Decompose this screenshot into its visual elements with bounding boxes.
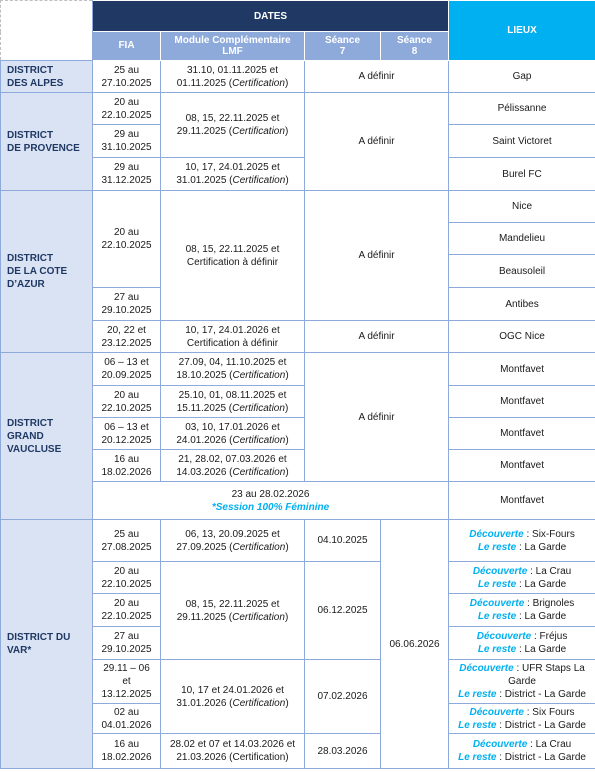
var-module-4: 28.02 et 07 et 14.03.2026 et 21.03.2026 (Certification) — [161, 734, 305, 769]
corner-cell — [1, 1, 93, 61]
district-cote-azur: DISTRICT DE LA COTE D’AZUR — [1, 191, 93, 353]
var-lieu-5: Découverte : UFR Staps La Garde Le reste : District - La Garde — [449, 660, 595, 704]
fia-header: FIA — [93, 32, 161, 61]
var-module-2: 08, 15, 22.11.2025 et 29.11.2025 (Certification) — [161, 562, 305, 660]
provence-lieu-3: Burel FC — [449, 158, 595, 191]
cote-azur-fia-2: 27 au 29.10.2025 — [93, 288, 161, 321]
vaucluse-lieu-1: Montfavet — [449, 353, 595, 386]
alpes-lieu: Gap — [449, 61, 595, 93]
provence-module-2: 10, 17, 24.01.2025 et 31.01.2025 (Certification) — [161, 158, 305, 191]
cote-azur-module-1: 08, 15, 22.11.2025 et Certification à définir — [161, 191, 305, 321]
var-fia-4: 27 au 29.10.2025 — [93, 627, 161, 660]
vaucluse-special-lieu: Montfavet — [449, 482, 595, 520]
var-fia-3: 20 au 22.10.2025 — [93, 594, 161, 627]
cote-azur-lieu-1: Nice — [449, 191, 595, 223]
district-var: DISTRICT DU VAR* — [1, 520, 93, 769]
var-seance7-1: 04.10.2025 — [305, 520, 381, 562]
cote-azur-lieu-4: Antibes — [449, 288, 595, 321]
cote-azur-lieu-3: Beausoleil — [449, 255, 595, 288]
seance7-header: Séance 7 — [305, 32, 381, 61]
var-module-3: 10, 17 et 24.01.2026 et 31.01.2026 (Certification) — [161, 660, 305, 734]
vaucluse-module-3: 03, 10, 17.01.2026 et 24.01.2026 (Certification) — [161, 418, 305, 450]
feminine-session-note: *Session 100% Féminine — [211, 501, 330, 513]
var-seance7-3: 07.02.2026 — [305, 660, 381, 734]
var-lieu-3: Découverte : Brignoles Le reste : La Garde — [449, 594, 595, 627]
var-fia-6: 02 au 04.01.2026 — [93, 704, 161, 734]
district-vaucluse: DISTRICT GRAND VAUCLUSE — [1, 353, 93, 520]
seance8-header: Séance 8 — [381, 32, 449, 61]
provence-seance: A définir — [305, 93, 449, 191]
district-alpes: DISTRICT DES ALPES — [1, 61, 93, 93]
var-fia-7: 16 au 18.02.2026 — [93, 734, 161, 769]
var-seance7-4: 28.03.2026 — [305, 734, 381, 769]
provence-lieu-1: Pélissanne — [449, 93, 595, 125]
module-header: Module Complémentaire LMF — [161, 32, 305, 61]
vaucluse-lieu-3: Montfavet — [449, 418, 595, 450]
alpes-fia: 25 au 27.10.2025 — [93, 61, 161, 93]
cote-azur-seance-1: A définir — [305, 191, 449, 321]
var-lieu-2: Découverte : La Crau Le reste : La Garde — [449, 562, 595, 594]
var-fia-1: 25 au 27.08.2025 — [93, 520, 161, 562]
cote-azur-fia-3: 20, 22 et 23.12.2025 — [93, 321, 161, 353]
var-lieu-4: Découverte : Fréjus Le reste : La Garde — [449, 627, 595, 660]
provence-fia-2: 29 au 31.10.2025 — [93, 125, 161, 158]
provence-module-1: 08, 15, 22.11.2025 et 29.11.2025 (Certification) — [161, 93, 305, 158]
var-lieu-6: Découverte : Six Fours Le reste : District - La Garde — [449, 704, 595, 734]
provence-lieu-2: Saint Victoret — [449, 125, 595, 158]
district-provence: DISTRICT DE PROVENCE — [1, 93, 93, 191]
cote-azur-seance-2: A définir — [305, 321, 449, 353]
provence-fia-1: 20 au 22.10.2025 — [93, 93, 161, 125]
cote-azur-module-2: 10, 17, 24.01.2026 et Certification à définir — [161, 321, 305, 353]
var-module-1: 06, 13, 20.09.2025 et 27.09.2025 (Certification) — [161, 520, 305, 562]
provence-fia-3: 29 au 31.12.2025 — [93, 158, 161, 191]
var-seance7-2: 06.12.2025 — [305, 562, 381, 660]
vaucluse-fia-3: 06 – 13 et 20.12.2025 — [93, 418, 161, 450]
vaucluse-fia-1: 06 – 13 et 20.09.2025 — [93, 353, 161, 386]
vaucluse-module-1: 27.09, 04, 11.10.2025 et 18.10.2025 (Certification) — [161, 353, 305, 386]
vaucluse-module-4: 21, 28.02, 07.03.2026 et 14.03.2026 (Certification) — [161, 450, 305, 482]
cote-azur-lieu-2: Mandelieu — [449, 223, 595, 255]
cote-azur-lieu-5: OGC Nice — [449, 321, 595, 353]
vaucluse-module-2: 25.10, 01, 08.11.2025 et 15.11.2025 (Certification) — [161, 386, 305, 418]
vaucluse-special-session: 23 au 28.02.2026 *Session 100% Féminine — [93, 482, 449, 520]
vaucluse-fia-4: 16 au 18.02.2026 — [93, 450, 161, 482]
alpes-seance: A définir — [305, 61, 449, 93]
var-lieu-7: Découverte : La Crau Le reste : District - La Garde — [449, 734, 595, 769]
var-lieu-1: Découverte : Six-Fours Le reste : La Garde — [449, 520, 595, 562]
alpes-module: 31.10, 01.11.2025 et 01.11.2025 (Certification) — [161, 61, 305, 93]
var-fia-5: 29.11 – 06 et 13.12.2025 — [93, 660, 161, 704]
var-seance8: 06.06.2026 — [381, 520, 449, 769]
lieux-header: LIEUX — [449, 1, 595, 61]
vaucluse-fia-2: 20 au 22.10.2025 — [93, 386, 161, 418]
dates-header: DATES — [93, 1, 449, 32]
var-fia-2: 20 au 22.10.2025 — [93, 562, 161, 594]
vaucluse-lieu-4: Montfavet — [449, 450, 595, 482]
vaucluse-seance: A définir — [305, 353, 449, 482]
vaucluse-lieu-2: Montfavet — [449, 386, 595, 418]
cote-azur-fia-1: 20 au 22.10.2025 — [93, 191, 161, 288]
